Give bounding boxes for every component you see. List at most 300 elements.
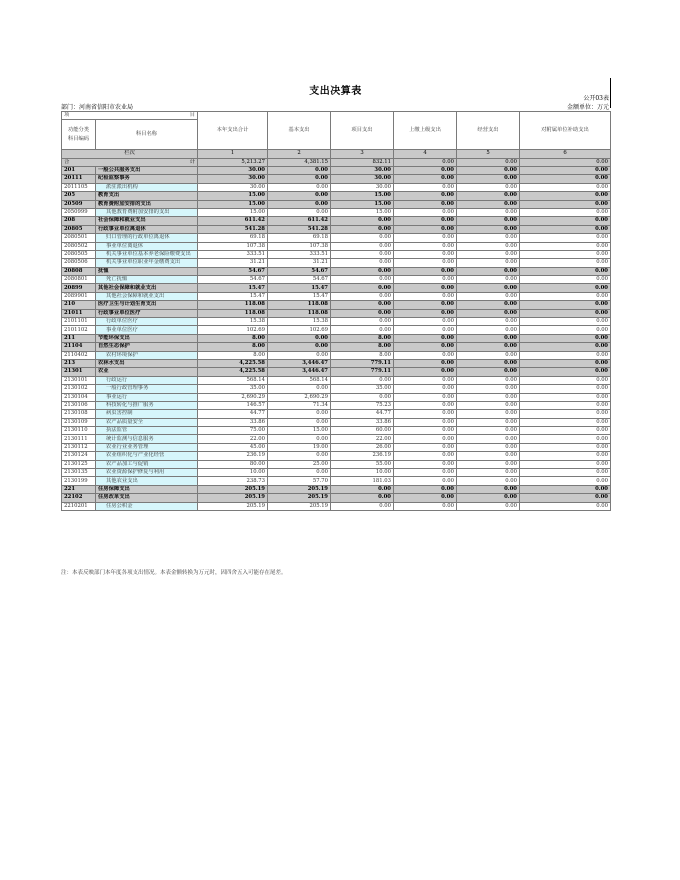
value-cell: 4,225.58 xyxy=(198,368,268,376)
value-cell: 0.00 xyxy=(268,200,331,208)
value-cell: 0.00 xyxy=(457,393,520,401)
table-row xyxy=(62,292,611,300)
value-cell: 0.00 xyxy=(394,301,457,309)
value-cell: 33.86 xyxy=(198,418,268,426)
total-label xyxy=(62,158,198,166)
value-cell: 102.69 xyxy=(198,326,268,334)
value-cell: 15.47 xyxy=(268,292,331,300)
subject-code: 2130108 xyxy=(62,410,96,418)
form-number: 公开03表 xyxy=(583,95,609,102)
table-row xyxy=(62,166,611,174)
table-row xyxy=(62,225,611,233)
value-cell: 568.14 xyxy=(268,376,331,384)
value-cell: 0.00 xyxy=(457,267,520,275)
table-row xyxy=(62,284,611,292)
value-cell: 0.00 xyxy=(331,250,394,258)
value-cell: 33.86 xyxy=(331,418,394,426)
table-row xyxy=(62,175,611,183)
subject-code: 2110402 xyxy=(62,351,96,359)
value-cell: 0.00 xyxy=(457,343,520,351)
value-cell: 0.00 xyxy=(457,259,520,267)
table-row xyxy=(62,183,611,191)
value-cell: 0.00 xyxy=(394,192,457,200)
value-cell: 0.00 xyxy=(457,469,520,477)
value-cell: 22.00 xyxy=(198,435,268,443)
value-cell: 0.00 xyxy=(331,259,394,267)
table-row xyxy=(62,427,611,435)
value-cell: 0.00 xyxy=(331,485,394,493)
value-cell: 25.00 xyxy=(268,460,331,468)
subject-name: 其他农业支出 xyxy=(96,477,198,485)
total-value-2: 4,381.15 xyxy=(268,158,331,166)
value-cell: 0.00 xyxy=(331,301,394,309)
col-number-4: 4 xyxy=(394,150,457,158)
value-cell: 0.00 xyxy=(394,267,457,275)
value-cell: 0.00 xyxy=(457,200,520,208)
value-cell: 75.23 xyxy=(331,401,394,409)
column-number-row xyxy=(62,150,611,158)
value-cell: 0.00 xyxy=(520,418,611,426)
value-cell: 107.38 xyxy=(268,242,331,250)
value-cell: 0.00 xyxy=(457,309,520,317)
value-cell: 2,690.29 xyxy=(198,393,268,401)
header-row-top xyxy=(62,112,611,120)
value-cell: 0.00 xyxy=(457,217,520,225)
subject-name: 农业组织化与产业化经营 xyxy=(96,452,198,460)
col-number-3: 3 xyxy=(331,150,394,158)
value-cell: 75.00 xyxy=(198,427,268,435)
value-cell: 0.00 xyxy=(457,410,520,418)
table-row xyxy=(62,368,611,376)
value-cell: 0.00 xyxy=(520,234,611,242)
value-cell: 0.00 xyxy=(394,166,457,174)
subject-name: 农业行业业务管理 xyxy=(96,443,198,451)
value-cell: 0.00 xyxy=(520,309,611,317)
value-cell: 0.00 xyxy=(268,435,331,443)
subject-code: 2130101 xyxy=(62,376,96,384)
page-title: 支出决算表 xyxy=(309,86,362,97)
value-cell: 15.00 xyxy=(331,208,394,216)
value-cell: 0.00 xyxy=(394,469,457,477)
subject-name: 教育费附加安排的支出 xyxy=(96,200,198,208)
value-cell: 0.00 xyxy=(520,494,611,502)
value-cell: 0.00 xyxy=(394,502,457,510)
subject-code: 21011 xyxy=(62,309,96,317)
table-row xyxy=(62,385,611,393)
value-cell: 69.18 xyxy=(198,234,268,242)
value-cell: 71.34 xyxy=(268,401,331,409)
value-cell: 0.00 xyxy=(520,427,611,435)
value-cell: 0.00 xyxy=(394,225,457,233)
value-cell: 236.19 xyxy=(198,452,268,460)
col-number-1: 1 xyxy=(198,150,268,158)
value-cell: 0.00 xyxy=(268,343,331,351)
value-cell: 0.00 xyxy=(331,326,394,334)
table-row xyxy=(62,217,611,225)
value-cell: 0.00 xyxy=(394,410,457,418)
value-cell: 0.00 xyxy=(457,427,520,435)
value-cell: 0.00 xyxy=(268,192,331,200)
value-cell: 0.00 xyxy=(457,225,520,233)
value-cell: 0.00 xyxy=(394,376,457,384)
value-cell: 0.00 xyxy=(331,234,394,242)
value-cell: 0.00 xyxy=(394,418,457,426)
value-cell: 0.00 xyxy=(520,276,611,284)
value-cell: 0.00 xyxy=(331,393,394,401)
subject-name: 节能环保支出 xyxy=(96,334,198,342)
value-cell: 0.00 xyxy=(520,502,611,510)
value-cell: 69.18 xyxy=(268,234,331,242)
value-cell: 0.00 xyxy=(520,469,611,477)
value-cell: 0.00 xyxy=(457,443,520,451)
value-cell: 0.00 xyxy=(394,343,457,351)
subject-code: 213 xyxy=(62,359,96,367)
value-cell: 0.00 xyxy=(268,166,331,174)
value-cell: 118.08 xyxy=(198,309,268,317)
value-cell: 0.00 xyxy=(520,242,611,250)
subject-code: 2089901 xyxy=(62,292,96,300)
value-cell: 0.00 xyxy=(394,175,457,183)
value-cell: 0.00 xyxy=(331,225,394,233)
value-cell: 0.00 xyxy=(268,385,331,393)
table-row xyxy=(62,242,611,250)
value-cell: 0.00 xyxy=(331,494,394,502)
value-cell: 0.00 xyxy=(520,250,611,258)
value-cell: 0.00 xyxy=(394,276,457,284)
value-cell: 205.19 xyxy=(268,502,331,510)
col-header-4: 上缴上级支出 xyxy=(394,112,457,150)
value-cell: 44.77 xyxy=(331,410,394,418)
table-row xyxy=(62,359,611,367)
title-right-border xyxy=(610,78,611,108)
subject-name: 纪检监察事务 xyxy=(96,175,198,183)
subject-name: 住房改革支出 xyxy=(96,494,198,502)
value-cell: 0.00 xyxy=(331,267,394,275)
subject-code: 205 xyxy=(62,192,96,200)
subject-name: 行政单位医疗 xyxy=(96,318,198,326)
table-row xyxy=(62,326,611,334)
value-cell: 0.00 xyxy=(394,393,457,401)
value-cell: 0.00 xyxy=(394,234,457,242)
value-cell: 55.00 xyxy=(331,460,394,468)
value-cell: 60.00 xyxy=(331,427,394,435)
value-cell: 146.57 xyxy=(198,401,268,409)
value-cell: 35.00 xyxy=(331,385,394,393)
subject-code: 20111 xyxy=(62,175,96,183)
value-cell: 0.00 xyxy=(394,259,457,267)
value-cell: 0.00 xyxy=(457,502,520,510)
value-cell: 0.00 xyxy=(520,460,611,468)
value-cell: 0.00 xyxy=(520,166,611,174)
subject-name: 住房公积金 xyxy=(96,502,198,510)
value-cell: 0.00 xyxy=(457,401,520,409)
subject-name: 一般公共服务支出 xyxy=(96,166,198,174)
value-cell: 0.00 xyxy=(457,494,520,502)
subject-code: 2130125 xyxy=(62,460,96,468)
value-cell: 0.00 xyxy=(457,368,520,376)
value-cell: 80.00 xyxy=(198,460,268,468)
value-cell: 0.00 xyxy=(394,460,457,468)
value-cell: 54.67 xyxy=(268,267,331,275)
table-row xyxy=(62,309,611,317)
value-cell: 54.67 xyxy=(198,276,268,284)
total-value-1: 5,213.27 xyxy=(198,158,268,166)
value-cell: 0.00 xyxy=(520,267,611,275)
value-cell: 0.00 xyxy=(268,410,331,418)
col-header-1: 本年支出合计 xyxy=(198,112,268,150)
subject-code: 2210201 xyxy=(62,502,96,510)
subject-code: 2130102 xyxy=(62,385,96,393)
value-cell: 54.67 xyxy=(268,276,331,284)
value-cell: 0.00 xyxy=(394,200,457,208)
subject-code: 2130135 xyxy=(62,469,96,477)
table-row xyxy=(62,469,611,477)
col-number-6: 6 xyxy=(520,150,611,158)
value-cell: 0.00 xyxy=(520,284,611,292)
value-cell: 3,446.47 xyxy=(268,368,331,376)
value-cell: 568.14 xyxy=(198,376,268,384)
table-row xyxy=(62,393,611,401)
value-cell: 0.00 xyxy=(457,435,520,443)
value-cell: 44.77 xyxy=(198,410,268,418)
value-cell: 22.00 xyxy=(331,435,394,443)
value-cell: 0.00 xyxy=(520,343,611,351)
value-cell: 0.00 xyxy=(394,334,457,342)
department-label: 部门：河南省信阳市农业局 xyxy=(61,104,134,111)
value-cell: 15.00 xyxy=(331,200,394,208)
value-cell: 0.00 xyxy=(394,309,457,317)
value-cell: 0.00 xyxy=(268,418,331,426)
subject-name: 病虫害控制 xyxy=(96,410,198,418)
value-cell: 30.00 xyxy=(331,175,394,183)
subject-code: 2130110 xyxy=(62,427,96,435)
value-cell: 0.00 xyxy=(457,234,520,242)
table-row xyxy=(62,318,611,326)
col-header-6: 对附属单位补助支出 xyxy=(520,112,611,150)
value-cell: 0.00 xyxy=(520,318,611,326)
value-cell: 0.00 xyxy=(457,192,520,200)
value-cell: 0.00 xyxy=(268,334,331,342)
table-row xyxy=(62,267,611,275)
value-cell: 0.00 xyxy=(394,318,457,326)
subject-name: 事业单位离退休 xyxy=(96,242,198,250)
subject-name: 其他社会保障和就业支出 xyxy=(96,292,198,300)
subject-name: 其他教育费附加安排的支出 xyxy=(96,208,198,216)
col-number-5: 5 xyxy=(457,150,520,158)
subject-code: 20899 xyxy=(62,284,96,292)
table-row xyxy=(62,435,611,443)
value-cell: 0.00 xyxy=(457,477,520,485)
subject-name: 抚恤 xyxy=(96,267,198,275)
value-cell: 0.00 xyxy=(457,485,520,493)
value-cell: 0.00 xyxy=(394,435,457,443)
table-row xyxy=(62,259,611,267)
subject-code: 2080801 xyxy=(62,276,96,284)
value-cell: 35.00 xyxy=(198,385,268,393)
subject-name: 机关事业单位基本养老保险缴费支出 xyxy=(96,250,198,258)
value-cell: 10.00 xyxy=(331,469,394,477)
value-cell: 0.00 xyxy=(394,292,457,300)
value-cell: 10.00 xyxy=(198,469,268,477)
value-cell: 0.00 xyxy=(520,334,611,342)
value-cell: 30.00 xyxy=(331,183,394,191)
value-cell: 2,690.29 xyxy=(268,393,331,401)
value-cell: 15.47 xyxy=(198,292,268,300)
value-cell: 0.00 xyxy=(394,326,457,334)
value-cell: 0.00 xyxy=(457,166,520,174)
subject-code: 2080501 xyxy=(62,234,96,242)
subject-name: 社会保障和就业支出 xyxy=(96,217,198,225)
table-row xyxy=(62,502,611,510)
subject-code: 2080502 xyxy=(62,242,96,250)
value-cell: 102.69 xyxy=(268,326,331,334)
subject-code: 201 xyxy=(62,166,96,174)
subject-code: 2130199 xyxy=(62,477,96,485)
value-cell: 333.51 xyxy=(198,250,268,258)
value-cell: 0.00 xyxy=(520,368,611,376)
expenditure-table xyxy=(61,111,611,511)
value-cell: 31.21 xyxy=(198,259,268,267)
value-cell: 15.00 xyxy=(198,200,268,208)
value-cell: 0.00 xyxy=(520,292,611,300)
value-cell: 15.00 xyxy=(331,192,394,200)
xiang-mu-header xyxy=(62,112,198,120)
value-cell: 0.00 xyxy=(394,368,457,376)
subject-name: 行政运行 xyxy=(96,376,198,384)
table-row xyxy=(62,452,611,460)
total-value-3: 832.11 xyxy=(331,158,394,166)
col-header-2: 基本支出 xyxy=(268,112,331,150)
value-cell: 15.47 xyxy=(198,284,268,292)
subject-code: 2080505 xyxy=(62,250,96,258)
table-row xyxy=(62,443,611,451)
value-cell: 0.00 xyxy=(268,175,331,183)
value-cell: 333.51 xyxy=(268,250,331,258)
value-cell: 0.00 xyxy=(394,242,457,250)
value-cell: 0.00 xyxy=(520,376,611,384)
value-cell: 0.00 xyxy=(268,452,331,460)
subject-code: 21301 xyxy=(62,368,96,376)
value-cell: 779.11 xyxy=(331,368,394,376)
value-cell: 0.00 xyxy=(394,385,457,393)
value-cell: 0.00 xyxy=(457,242,520,250)
value-cell: 0.00 xyxy=(394,359,457,367)
mu-label: 目 xyxy=(189,112,195,118)
total-value-6: 0.00 xyxy=(520,158,611,166)
table-row xyxy=(62,301,611,309)
value-cell: 0.00 xyxy=(394,485,457,493)
value-cell: 0.00 xyxy=(394,427,457,435)
value-cell: 541.28 xyxy=(198,225,268,233)
subject-name: 死亡抚恤 xyxy=(96,276,198,284)
subject-code: 20808 xyxy=(62,267,96,275)
subject-name: 农村环境保护 xyxy=(96,351,198,359)
value-cell: 107.38 xyxy=(198,242,268,250)
subject-code: 2130124 xyxy=(62,452,96,460)
value-cell: 0.00 xyxy=(457,334,520,342)
value-cell: 0.00 xyxy=(520,393,611,401)
value-cell: 611.42 xyxy=(198,217,268,225)
subject-name: 农林水支出 xyxy=(96,359,198,367)
value-cell: 0.00 xyxy=(394,477,457,485)
value-cell: 0.00 xyxy=(394,443,457,451)
value-cell: 0.00 xyxy=(394,452,457,460)
total-row xyxy=(62,158,611,166)
value-cell: 205.19 xyxy=(268,494,331,502)
value-cell: 0.00 xyxy=(331,318,394,326)
subject-name: 事业运行 xyxy=(96,393,198,401)
value-cell: 118.08 xyxy=(268,309,331,317)
value-cell: 15.38 xyxy=(198,318,268,326)
value-cell: 4,225.58 xyxy=(198,359,268,367)
value-cell: 118.08 xyxy=(268,301,331,309)
subject-code: 210 xyxy=(62,301,96,309)
value-cell: 8.00 xyxy=(331,351,394,359)
value-cell: 54.67 xyxy=(198,267,268,275)
table-row xyxy=(62,250,611,258)
value-cell: 0.00 xyxy=(457,452,520,460)
subject-name: 医疗卫生与计划生育支出 xyxy=(96,301,198,309)
subject-code: 2080506 xyxy=(62,259,96,267)
value-cell: 0.00 xyxy=(268,469,331,477)
subject-code: 2130111 xyxy=(62,435,96,443)
subject-name: 农产品加工与促销 xyxy=(96,460,198,468)
value-cell: 8.00 xyxy=(198,334,268,342)
value-cell: 205.19 xyxy=(198,485,268,493)
value-cell: 0.00 xyxy=(331,376,394,384)
value-cell: 0.00 xyxy=(457,385,520,393)
value-cell: 0.00 xyxy=(520,326,611,334)
table-row xyxy=(62,192,611,200)
value-cell: 0.00 xyxy=(457,175,520,183)
table-row xyxy=(62,401,611,409)
value-cell: 0.00 xyxy=(520,301,611,309)
subject-code: 2130104 xyxy=(62,393,96,401)
subject-code: 2011105 xyxy=(62,183,96,191)
value-cell: 15.00 xyxy=(198,208,268,216)
subject-code: 2130109 xyxy=(62,418,96,426)
value-cell: 0.00 xyxy=(520,217,611,225)
subject-name: 事业单位医疗 xyxy=(96,326,198,334)
value-cell: 15.38 xyxy=(268,318,331,326)
value-cell: 0.00 xyxy=(457,460,520,468)
value-cell: 0.00 xyxy=(394,183,457,191)
subject-name: 行政事业单位医疗 xyxy=(96,309,198,317)
table-row xyxy=(62,376,611,384)
total-value-4: 0.00 xyxy=(394,158,457,166)
value-cell: 0.00 xyxy=(457,183,520,191)
value-cell: 0.00 xyxy=(394,401,457,409)
value-cell: 30.00 xyxy=(198,175,268,183)
value-cell: 0.00 xyxy=(268,351,331,359)
total-value-5: 0.00 xyxy=(457,158,520,166)
subject-name-header: 科目名称 xyxy=(96,120,198,150)
subject-name: 其他社会保障和就业支出 xyxy=(96,284,198,292)
value-cell: 0.00 xyxy=(457,318,520,326)
subject-code: 2101102 xyxy=(62,326,96,334)
value-cell: 0.00 xyxy=(457,351,520,359)
value-cell: 8.00 xyxy=(198,343,268,351)
table-row xyxy=(62,234,611,242)
table-row xyxy=(62,200,611,208)
value-cell: 0.00 xyxy=(394,494,457,502)
subject-name: 农业资源保护修复与利用 xyxy=(96,469,198,477)
table-row xyxy=(62,208,611,216)
value-cell: 205.19 xyxy=(268,485,331,493)
subject-code: 22102 xyxy=(62,494,96,502)
subject-name: 派驻派出机构 xyxy=(96,183,198,191)
value-cell: 0.00 xyxy=(520,183,611,191)
